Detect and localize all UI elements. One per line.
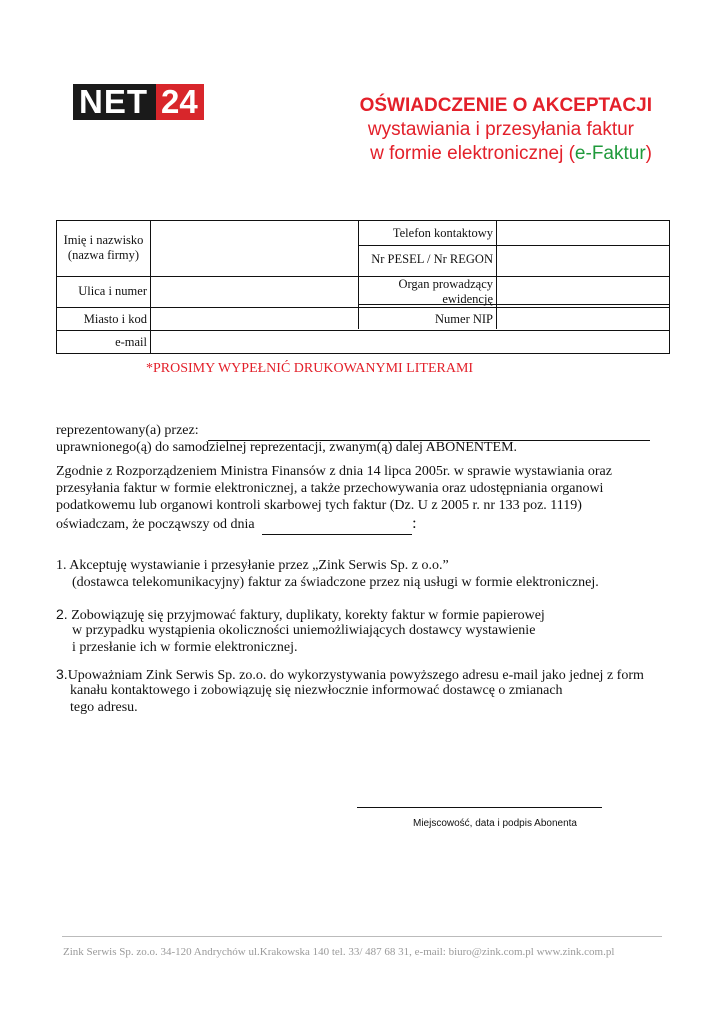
nip-label: Numer NIP	[435, 312, 493, 326]
city-field[interactable]	[151, 308, 358, 330]
item-2-line-2: w przypadku wystąpienia okoliczności uniemożliwiających dostawcy wystawienie	[72, 623, 536, 638]
start-date-input[interactable]	[262, 516, 412, 535]
street-label: Ulica i numer	[78, 284, 147, 298]
regulation-text-3: podatkowemu lub organowi kontroli skarbowej tych faktur (Dz. U z 2005 r. nr 133 poz. 1119)	[56, 498, 582, 513]
regulation-text-1: Zgodnie z Rozporządzeniem Ministra Finansów z dnia 14 lipca 2005r. w sprawie wystawiania oraz	[56, 464, 612, 479]
net24-logo	[73, 84, 204, 120]
organ-field[interactable]	[497, 277, 669, 304]
name-field[interactable]	[151, 221, 358, 276]
footer-contact: Zink Serwis Sp. zo.o. 34-120 Andrychów ul.Krakowska 140 tel. 33/ 487 68 31, e-mail: biuro@zink.com.pl www.zink.com.pl	[63, 946, 615, 958]
document-title	[360, 94, 652, 166]
block-letters-notice: *PROSIMY WYPEŁNIĆ DRUKOWANYMI LITERAMI	[146, 361, 474, 376]
title-efaktur: e-Faktur	[574, 143, 646, 164]
street-field[interactable]	[151, 277, 358, 307]
regulation-text-2: przesyłania faktur w formie elektronicznej, a także przechowywania oraz udostępniania organowi	[56, 481, 604, 496]
footer-divider	[62, 936, 662, 937]
organ-label: Organ prowadzący ewidencję	[398, 277, 493, 306]
nip-field[interactable]	[497, 308, 669, 330]
logo-24: 24	[156, 84, 204, 120]
title-line-3: w formie elektronicznej (e-Faktur)	[370, 143, 652, 164]
city-label: Miasto i kod	[83, 312, 147, 326]
item-3: 3.Upoważniam Zink Serwis Sp. zo.o. do wykorzystywania powyższego adresu e-mail jako jednej z form	[56, 666, 644, 683]
email-label: e-mail	[115, 335, 147, 349]
signature-line[interactable]	[357, 807, 602, 808]
customer-data-table	[56, 220, 670, 354]
represented-line: reprezentowany(a) przez:	[56, 422, 650, 441]
item-3-line-3: tego adresu.	[70, 700, 138, 715]
signature-label: Miejscowość, data i podpis Abonenta	[413, 818, 577, 829]
title-line-1: OŚWIADCZENIE O AKCEPTACJI	[359, 95, 652, 116]
authorized-text: uprawnionego(ą) do samodzielnej reprezentacji, zwanym(ą) dalej ABONENTEM.	[56, 440, 518, 455]
email-field[interactable]	[151, 331, 669, 353]
phone-label: Telefon kontaktowy	[392, 226, 493, 240]
item-2: 2. Zobowiązuję się przyjmować faktury, duplikaty, korekty faktur w formie papierowej	[56, 606, 545, 623]
pesel-label: Nr PESEL / Nr REGON	[371, 252, 493, 266]
title-line-2: wystawiania i przesyłania faktur	[367, 119, 634, 140]
phone-field[interactable]	[497, 221, 669, 245]
item-1-line-2: (dostawca telekomunikacyjny) faktur za świadczone przez nią usługi w formie elektronicznej.	[72, 575, 599, 590]
name-label: Imię i nazwisko (nazwa firmy)	[63, 233, 144, 262]
item-1: 1. Akceptuję wystawianie i przesyłanie przez „Zink Serwis Sp. z o.o.”	[56, 558, 449, 573]
start-date-line: oświadczam, że począwszy od dnia :	[56, 515, 417, 535]
pesel-field[interactable]	[497, 246, 669, 276]
item-3-line-2: kanału kontaktowego i zobowiązuję się niezwłocznie informować dostawcę o zmianach	[70, 683, 563, 698]
item-2-line-3: i przesłanie ich w formie elektronicznej.	[72, 640, 298, 655]
logo-net: NET	[73, 84, 156, 120]
